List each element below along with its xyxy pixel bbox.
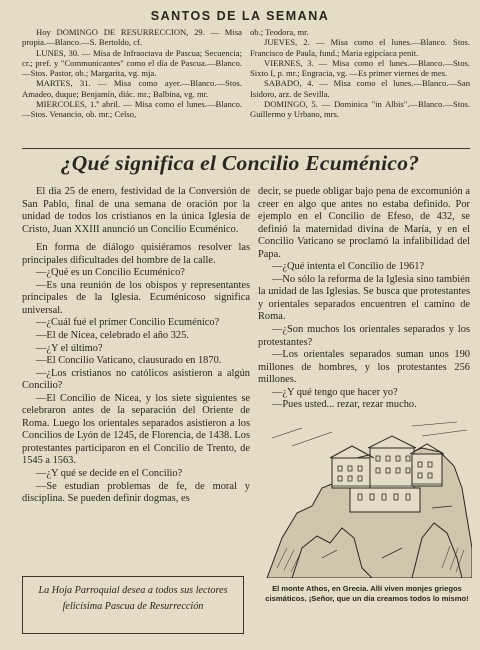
article-right-column: [258, 186, 470, 412]
mount-athos-illustration: [262, 418, 472, 578]
saints-right-column: [250, 27, 470, 120]
article-question: —¿Y el último?: [36, 342, 103, 354]
saints-entry: DOMINGO, 5. — Dominica "in Albis".—Blanco.—Stos. Guillermo y Urbano, mrs.: [250, 99, 470, 120]
saints-entry: ob.; Teodora, mr.: [250, 27, 309, 37]
article-answer: —Los orientales separados suman unos 190 millones de hombres, y los protestantes 256 millones.: [258, 349, 470, 386]
article-answer: —Es una reunión de los obispos y representantes principales de la Iglesia. Ecuménicoso significa universal.: [22, 279, 250, 316]
saints-entry: Hoy DOMINGO DE RESURRECCION, 29. — Misa propia.—Blanco.—S. Bertoldo, cf.: [22, 27, 242, 48]
article-question: —¿Y qué se decide en el Concilio?: [36, 468, 183, 480]
saints-entry: VIERNES, 3. — Misa como el lunes.—Blanco.—Stos. Sixto I, p. mr.; Engracia, vg. —Es primer viernes de mes.: [250, 57, 470, 79]
illustration-caption: El monte Athos, en Grecia. Allí viven monjes griegos cismáticos. ¡Señor, que un día creamos todos lo mismo!: [265, 584, 469, 603]
article-answer: —El Concilio Vaticano, clausurado en 1870.: [36, 355, 222, 367]
article-answer: —Pues usted... rezar, rezar mucho.: [272, 399, 417, 411]
easter-greeting-box: [22, 576, 244, 634]
saints-calendar: [22, 27, 470, 120]
article-answer: —El Concilio de Nicea, y los siete siguientes se celebraron antes de la separación del Oriente de Roma. Luego los orientales separados asistieron a los Concilios de Lyón de 1245, de Florencia, de 1438. Los protestantes participaron en el Concilio de Trento, de 1545 a 1563.: [22, 392, 250, 467]
saints-entry: LUNES, 30. — Misa de Infraoctava de Pascua; Secuencia; cr.; pref. y "Communicantes" como el día de Pascua.—Blanco.—Stos. Pastor, ob.; Margarita, vg. mja.: [22, 47, 242, 79]
article-answer: decir, se puede obligar bajo pena de excomunión a creer en algo que antes no estaba definido. Por ejemplo en el Concilio de Efeso, de 432, se definió la maternidad divina de María, y en el Concilio Vaticano se proclamó la infalibilidad del Papa.: [258, 186, 470, 260]
saints-of-week-title: SANTOS DE LA SEMANA: [150, 9, 330, 23]
article-headline: ¿Qué significa el Concilio Ecuménico?: [60, 151, 420, 175]
saints-left-column: [22, 27, 242, 120]
article-question: —¿Los cristianos no católicos asistieron a algún Concilio?: [22, 367, 250, 392]
section-divider: [22, 148, 470, 149]
article-paragraph: El día 25 de enero, festividad de la Conversión de San Pablo, final de una semana de oración por la unidad de todos los cristianos en la única Iglesia de Cristo, Juan XXIII anunció un Concilio Ecuménico.: [22, 186, 250, 235]
saints-entry: MARTES, 31. — Misa como ayer.—Blanco.—Stos. Amadeo, duque; Benjamín, diác. mr.; Balbina, vg. mr.: [22, 78, 242, 99]
saints-entry: JUEVES, 2. — Misa como el lunes.—Blanco. Stos. Francisco de Paula, fund.; María egipcíaca penit.: [250, 37, 470, 58]
article-answer: —No sólo la reforma de la Iglesia sino también la unidad de las Iglesias. Se busca que protestantes y orientales separados encuentren el camino de Roma.: [258, 273, 470, 323]
article-question: —¿Y qué tengo que hacer yo?: [272, 386, 398, 398]
article-answer: —El de Nicea, celebrado el año 325.: [36, 330, 189, 342]
article-left-column: [22, 186, 250, 506]
article-question: —¿Son muchos los orientales separados y los protestantes?: [258, 324, 470, 348]
article-paragraph: En forma de diálogo quisiéramos resolver las principales dificultades del hombre de la calle.: [22, 242, 250, 266]
saints-entry: MIERCOLES, 1.º abril. — Misa como el lunes.—Blanco.—Stos. Venancio, ob. mr.; Celso,: [22, 99, 242, 120]
article-question: —¿Qué es un Concilio Ecuménico?: [36, 267, 185, 279]
article-answer: —Se estudian problemas de fe, de moral y disciplina. Se pueden definir dogmas, es: [22, 480, 250, 505]
article-question: —¿Cuál fué el primer Concilio Ecuménico?: [36, 317, 220, 329]
saints-entry: SABADO, 4. — Misa como el lunes.—Blanco.—San Isidoro, arz. de Sevilla.: [250, 78, 470, 99]
article-question: —¿Qué intenta el Concilio de 1961?: [272, 261, 425, 273]
easter-greeting-text: La Hoja Parroquial desea a todos sus lectores felicísima Pascua de Resurrección: [38, 585, 228, 612]
